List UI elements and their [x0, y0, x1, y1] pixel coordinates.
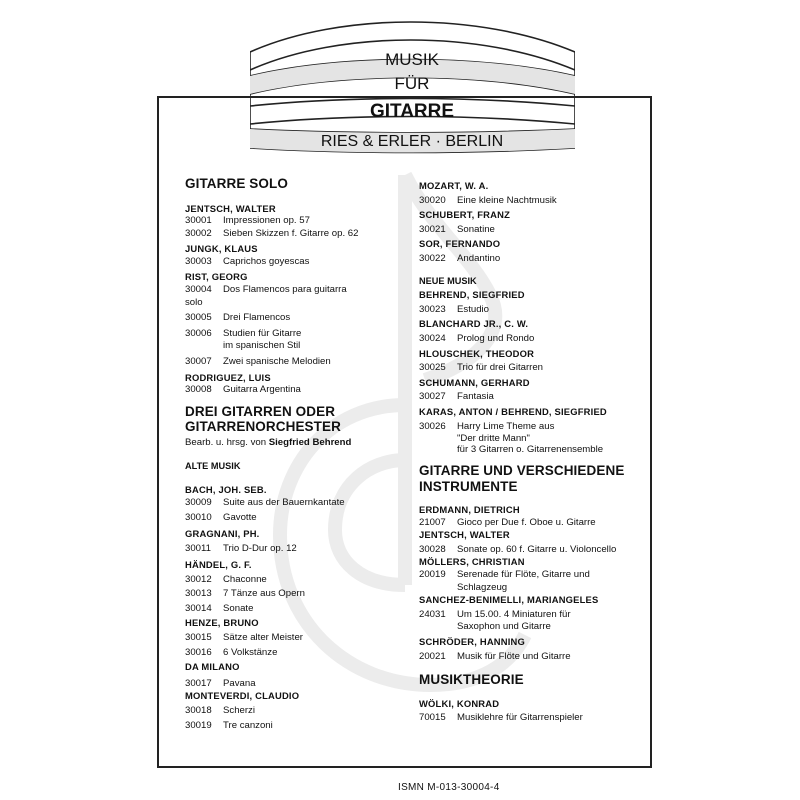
catalog-number: 30020 [419, 194, 446, 206]
work-title: Musiklehre für Gitarrenspieler [457, 712, 583, 724]
catalog-number: 30027 [419, 391, 446, 403]
catalog-number: 30014 [185, 602, 212, 614]
banner-line1: MUSIK [385, 50, 439, 69]
list-item [185, 647, 385, 660]
catalog-number: 30021 [419, 223, 446, 235]
catalog-number: 20019 [419, 569, 446, 581]
catalog-number: 30008 [185, 384, 212, 396]
list-item [185, 678, 385, 691]
catalog-number: 30004 [185, 284, 212, 296]
work-title: Musik für Flöte und Gitarre [457, 650, 571, 662]
artist-monteverdi: MONTEVERDI, CLAUDIO [185, 690, 300, 702]
artist-schroeder: SCHRÖDER, HANNING [419, 636, 526, 648]
list-item [419, 421, 644, 434]
catalog-number: 20021 [419, 650, 446, 662]
list-item [185, 512, 385, 525]
artist-jentsch: JENTSCH, WALTER [185, 202, 276, 214]
catalog-number: 30019 [185, 719, 212, 731]
work-title: Harry Lime Theme aus [457, 420, 555, 432]
list-item [419, 333, 644, 346]
work-title-cont: im spanischen Stil [223, 340, 301, 352]
work-title: Guitarra Argentina [223, 384, 301, 396]
publisher-banner [250, 16, 575, 161]
work-title: Scherzi [223, 704, 255, 716]
work-title: Estudio [457, 303, 489, 315]
list-item [185, 215, 385, 228]
work-title: Eine kleine Nachtmusik [457, 194, 557, 206]
work-title: Prolog und Rondo [457, 332, 535, 344]
work-title: Studien für Gitarre [223, 327, 302, 339]
subsection-neue-musik: NEUE MUSIK [419, 275, 477, 286]
catalog-number: 30017 [185, 677, 212, 689]
section-heading-drei-gitarren-1: DREI GITARREN ODER [185, 403, 336, 419]
work-title: Suite aus der Bauernkantate [223, 496, 345, 508]
work-title: Chaconne [223, 573, 267, 585]
catalog-number: 30016 [185, 646, 212, 658]
catalog-number: 30006 [185, 327, 212, 339]
catalog-number: 30028 [419, 543, 446, 555]
work-title: Gavotte [223, 512, 257, 524]
artist-blanchard: BLANCHARD JR., C. W. [419, 318, 529, 330]
subsection-alte-musik: ALTE MUSIK [185, 461, 241, 472]
artist-moellers: MÖLLERS, CHRISTIAN [419, 556, 525, 568]
catalog-number: 30024 [419, 332, 446, 344]
catalog-number: 30005 [185, 312, 212, 324]
work-title-cont: Schlagzeug [457, 581, 508, 593]
artist-woelki: WÖLKI, KONRAD [419, 697, 500, 709]
artist-schubert: SCHUBERT, FRANZ [419, 209, 511, 221]
work-title: Pavana [223, 677, 256, 689]
list-item [185, 312, 385, 325]
catalog-number: 70015 [419, 712, 446, 724]
work-title: Andantino [457, 252, 501, 264]
work-title: Caprichos goyescas [223, 255, 310, 267]
list-item [419, 651, 644, 664]
artist-rist: RIST, GEORG [185, 271, 248, 283]
catalog-number: 30002 [185, 227, 212, 239]
list-item [185, 497, 385, 510]
artist-sor: SOR, FERNANDO [419, 238, 501, 250]
right-column [419, 176, 644, 725]
artist-da-milano: DA MILANO [185, 661, 240, 673]
work-title: Drei Flamencos [223, 312, 291, 324]
artist-henze: HENZE, BRUNO [185, 617, 259, 629]
list-item [185, 603, 385, 616]
catalog-number: 30009 [185, 496, 212, 508]
work-title: Sonatine [457, 223, 495, 235]
list-item [185, 543, 385, 556]
catalog-number: 30001 [185, 215, 212, 227]
work-title: Sätze alter Meister [223, 631, 303, 643]
artist-mozart: MOZART, W. A. [419, 180, 489, 191]
catalog-number: 30007 [185, 356, 212, 368]
catalog-number: 30026 [419, 420, 446, 432]
work-title: Tre canzoni [223, 719, 273, 731]
list-item [185, 574, 385, 587]
section-heading-verschiedene-2: INSTRUMENTE [419, 478, 518, 494]
artist-rodriguez: RODRIGUEZ, LUIS [185, 371, 271, 383]
catalog-number: 30013 [185, 588, 212, 600]
work-title-cont: solo [185, 296, 203, 308]
list-item [419, 517, 644, 530]
ismn-number: ISMN M-013-30004-4 [398, 782, 500, 793]
list-item [419, 253, 644, 266]
list-item [419, 362, 644, 375]
work-title-cont: für 3 Gitarren o. Gitarrenensemble [457, 444, 604, 456]
artist-gragnani: GRAGNANI, PH. [185, 527, 260, 539]
list-item [185, 328, 385, 341]
artist-behrend: BEHREND, SIEGFRIED [419, 289, 525, 301]
list-item [185, 720, 385, 733]
work-title: Sieben Skizzen f. Gitarre op. 62 [223, 227, 359, 239]
catalog-number: 30010 [185, 512, 212, 524]
banner-line4: RIES & ERLER · BERLIN [320, 133, 504, 150]
work-title: Trio D-Dur op. 12 [223, 543, 297, 555]
catalog-number: 21007 [419, 516, 446, 528]
work-title: Dos Flamencos para guitarra [223, 284, 347, 296]
catalog-number: 30015 [185, 631, 212, 643]
editor-name: Siegfried Behrend [268, 436, 352, 448]
section-heading-gitarre-solo: GITARRE SOLO [185, 176, 288, 191]
work-title-cont: Saxophon und Gitarre [457, 621, 551, 633]
catalog-number: 30023 [419, 303, 446, 315]
artist-schumann: SCHUMANN, GERHARD [419, 376, 530, 388]
catalog-number: 30003 [185, 255, 212, 267]
list-item [419, 304, 644, 317]
section-heading-musiktheorie: MUSIKTHEORIE [419, 672, 524, 688]
work-title-cont: "Der dritte Mann" [457, 433, 530, 445]
section-heading-drei-gitarren-2: GITARRENORCHESTER [185, 419, 341, 435]
catalog-number: 30025 [419, 362, 446, 374]
work-title: Trio für drei Gitarren [457, 362, 544, 374]
list-item [419, 195, 644, 208]
work-title: Fantasia [457, 391, 494, 403]
artist-erdmann: ERDMANN, DIETRICH [419, 504, 520, 516]
list-item [419, 712, 644, 725]
work-title: Impressionen op. 57 [223, 215, 310, 227]
list-item [185, 228, 385, 241]
catalog-number: 30012 [185, 573, 212, 585]
list-item [419, 391, 644, 404]
banner-line3: GITARRE [369, 101, 455, 122]
catalog-number: 30018 [185, 704, 212, 716]
artist-hlouschek: HLOUSCHEK, THEODOR [419, 347, 535, 359]
artist-karas: KARAS, ANTON / BEHREND, SIEGFRIED [419, 405, 607, 417]
catalog-number: 30022 [419, 252, 446, 264]
list-item [185, 284, 385, 297]
catalog-number: 24031 [419, 608, 446, 620]
editor-prefix: Bearb. u. hrsg. von [185, 436, 269, 448]
artist-haendel: HÄNDEL, G. F. [185, 558, 252, 570]
list-item [419, 569, 644, 582]
artist-jungk: JUNGK, KLAUS [185, 243, 258, 255]
section-heading-verschiedene-1: GITARRE UND VERSCHIEDENE [419, 463, 625, 479]
work-title: Sonate op. 60 f. Gitarre u. Violoncello [457, 543, 617, 555]
list-item [185, 632, 385, 645]
artist-jentsch-2: JENTSCH, WALTER [419, 529, 510, 541]
artist-sanchez: SANCHEZ-BENIMELLI, MARIANGELES [419, 594, 599, 606]
work-title: 7 Tänze aus Opern [223, 588, 305, 600]
list-item [419, 224, 644, 237]
work-title: Um 15.00. 4 Miniaturen für [457, 608, 571, 620]
list-item [185, 384, 385, 397]
catalog-number: 30011 [185, 543, 211, 555]
work-title: Sonate [223, 602, 254, 614]
list-item [185, 356, 385, 369]
left-column [185, 176, 385, 732]
banner-line2: FÜR [394, 74, 430, 93]
artist-bach: BACH, JOH. SEB. [185, 484, 267, 495]
editor-note [185, 437, 385, 450]
work-title: Gioco per Due f. Oboe u. Gitarre [457, 516, 596, 528]
list-item [419, 609, 644, 622]
list-item [185, 256, 385, 269]
list-item [185, 588, 385, 601]
list-item [419, 544, 644, 557]
work-title: Zwei spanische Melodien [223, 356, 331, 368]
work-title: 6 Volkstänze [223, 646, 278, 658]
work-title: Serenade für Flöte, Gitarre und [457, 569, 590, 581]
list-item [185, 705, 385, 718]
